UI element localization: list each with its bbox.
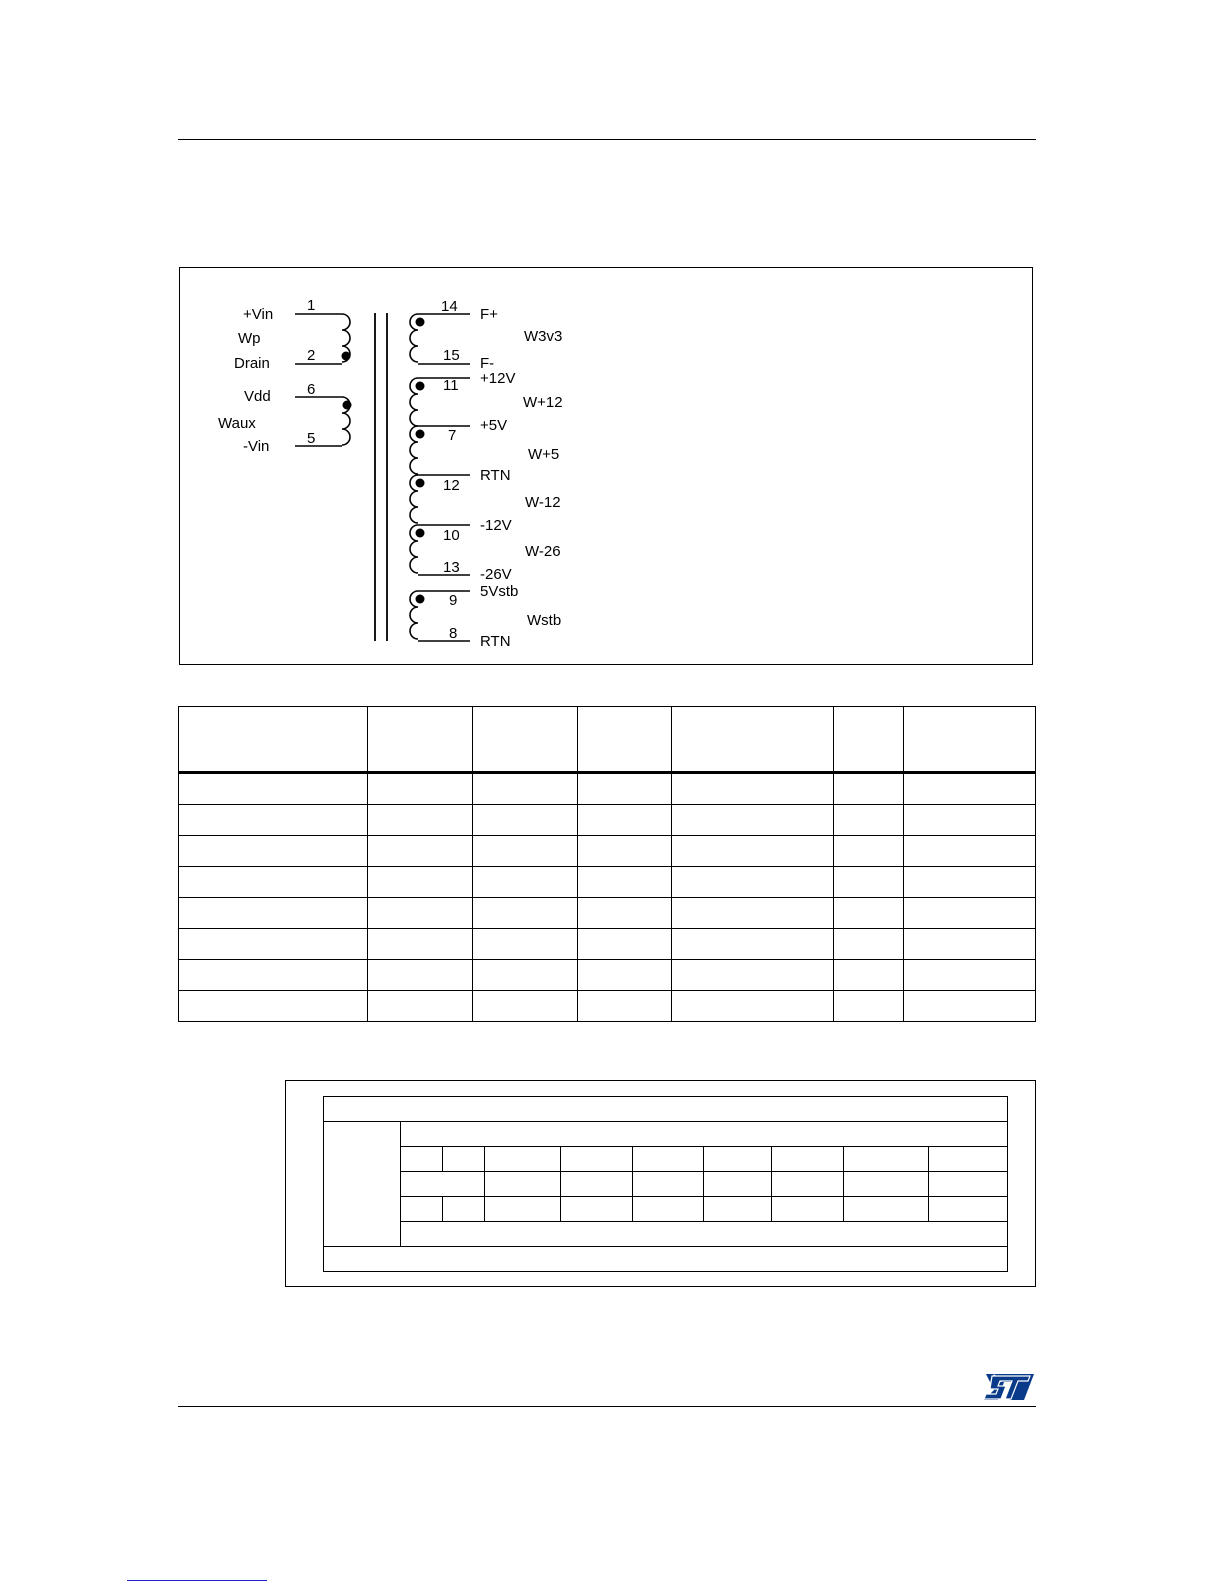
table-row <box>324 1222 1008 1247</box>
table-row <box>179 991 1036 1022</box>
label-w-minus26: W-26 <box>525 543 561 560</box>
schematic-drawing <box>180 268 1034 666</box>
header-cell <box>904 707 1036 773</box>
header-cell <box>367 707 472 773</box>
label-12v-plus: +12V <box>480 370 516 387</box>
label-vdd: Vdd <box>244 388 271 405</box>
table-row <box>179 929 1036 960</box>
label-12v-minus: -12V <box>480 517 512 534</box>
pin-5: 5 <box>307 430 316 447</box>
footer-rule <box>178 1406 1036 1407</box>
label-drain: Drain <box>234 355 270 372</box>
header-cell <box>472 707 577 773</box>
polarity-dot <box>416 479 425 488</box>
table-row <box>324 1247 1008 1272</box>
header-cell <box>834 707 904 773</box>
table-row <box>324 1172 1008 1197</box>
footer-link-underline[interactable] <box>127 1580 267 1581</box>
polarity-dot <box>416 382 425 391</box>
table-row <box>179 773 1036 805</box>
label-wp: Wp <box>238 330 261 347</box>
label-wstb: Wstb <box>527 612 562 629</box>
header-cell <box>179 707 368 773</box>
header-rule <box>178 139 1036 140</box>
label-rtn-1: RTN <box>480 467 511 484</box>
label-w3v3: W3v3 <box>524 328 563 345</box>
label-w-plus12: W+12 <box>523 394 563 411</box>
label-vin-minus: -Vin <box>243 438 270 455</box>
label-5vstb: 5Vstb <box>480 583 519 600</box>
winding-spec-table <box>178 706 1036 1022</box>
label-5v-plus: +5V <box>480 417 508 434</box>
label-w-plus5: W+5 <box>528 446 560 463</box>
table-row <box>179 805 1036 836</box>
pin-9: 9 <box>449 592 458 609</box>
pin-13: 13 <box>443 559 460 576</box>
polarity-dot <box>416 595 425 604</box>
table-header-row <box>179 707 1036 773</box>
label-26v-minus: -26V <box>480 566 512 583</box>
pin-8: 8 <box>449 625 458 642</box>
pin-2: 2 <box>307 347 316 364</box>
winding-stack-table <box>323 1096 1008 1272</box>
pin-15: 15 <box>443 347 460 364</box>
label-w-minus12: W-12 <box>525 494 561 511</box>
label-f-plus: F+ <box>480 306 498 323</box>
table-row <box>179 898 1036 929</box>
table-row <box>324 1097 1008 1122</box>
pin-10: 10 <box>443 527 460 544</box>
label-rtn-2: RTN <box>480 633 511 650</box>
transformer-schematic <box>179 267 1033 665</box>
pin-12: 12 <box>443 477 460 494</box>
table-row <box>179 836 1036 867</box>
table-row <box>179 960 1036 991</box>
table-row <box>324 1122 1008 1147</box>
polarity-dot <box>342 352 351 361</box>
table-row <box>179 867 1036 898</box>
header-cell <box>672 707 834 773</box>
label-vin-plus: +Vin <box>243 306 274 323</box>
polarity-dot <box>416 430 425 439</box>
pin-1: 1 <box>307 297 316 314</box>
pin-11: 11 <box>443 377 459 394</box>
header-cell <box>577 707 672 773</box>
label-f-minus: F- <box>480 355 495 372</box>
label-waux: Waux <box>218 415 256 432</box>
polarity-dot <box>416 318 425 327</box>
pin-6: 6 <box>307 381 316 398</box>
pin-7: 7 <box>448 427 457 444</box>
table-row <box>324 1147 1008 1172</box>
table-row <box>324 1197 1008 1222</box>
winding-stack-figure <box>285 1080 1036 1287</box>
polarity-dot <box>343 401 352 410</box>
pin-14: 14 <box>441 298 458 315</box>
st-logo-icon <box>980 1370 1036 1409</box>
polarity-dot <box>416 529 425 538</box>
